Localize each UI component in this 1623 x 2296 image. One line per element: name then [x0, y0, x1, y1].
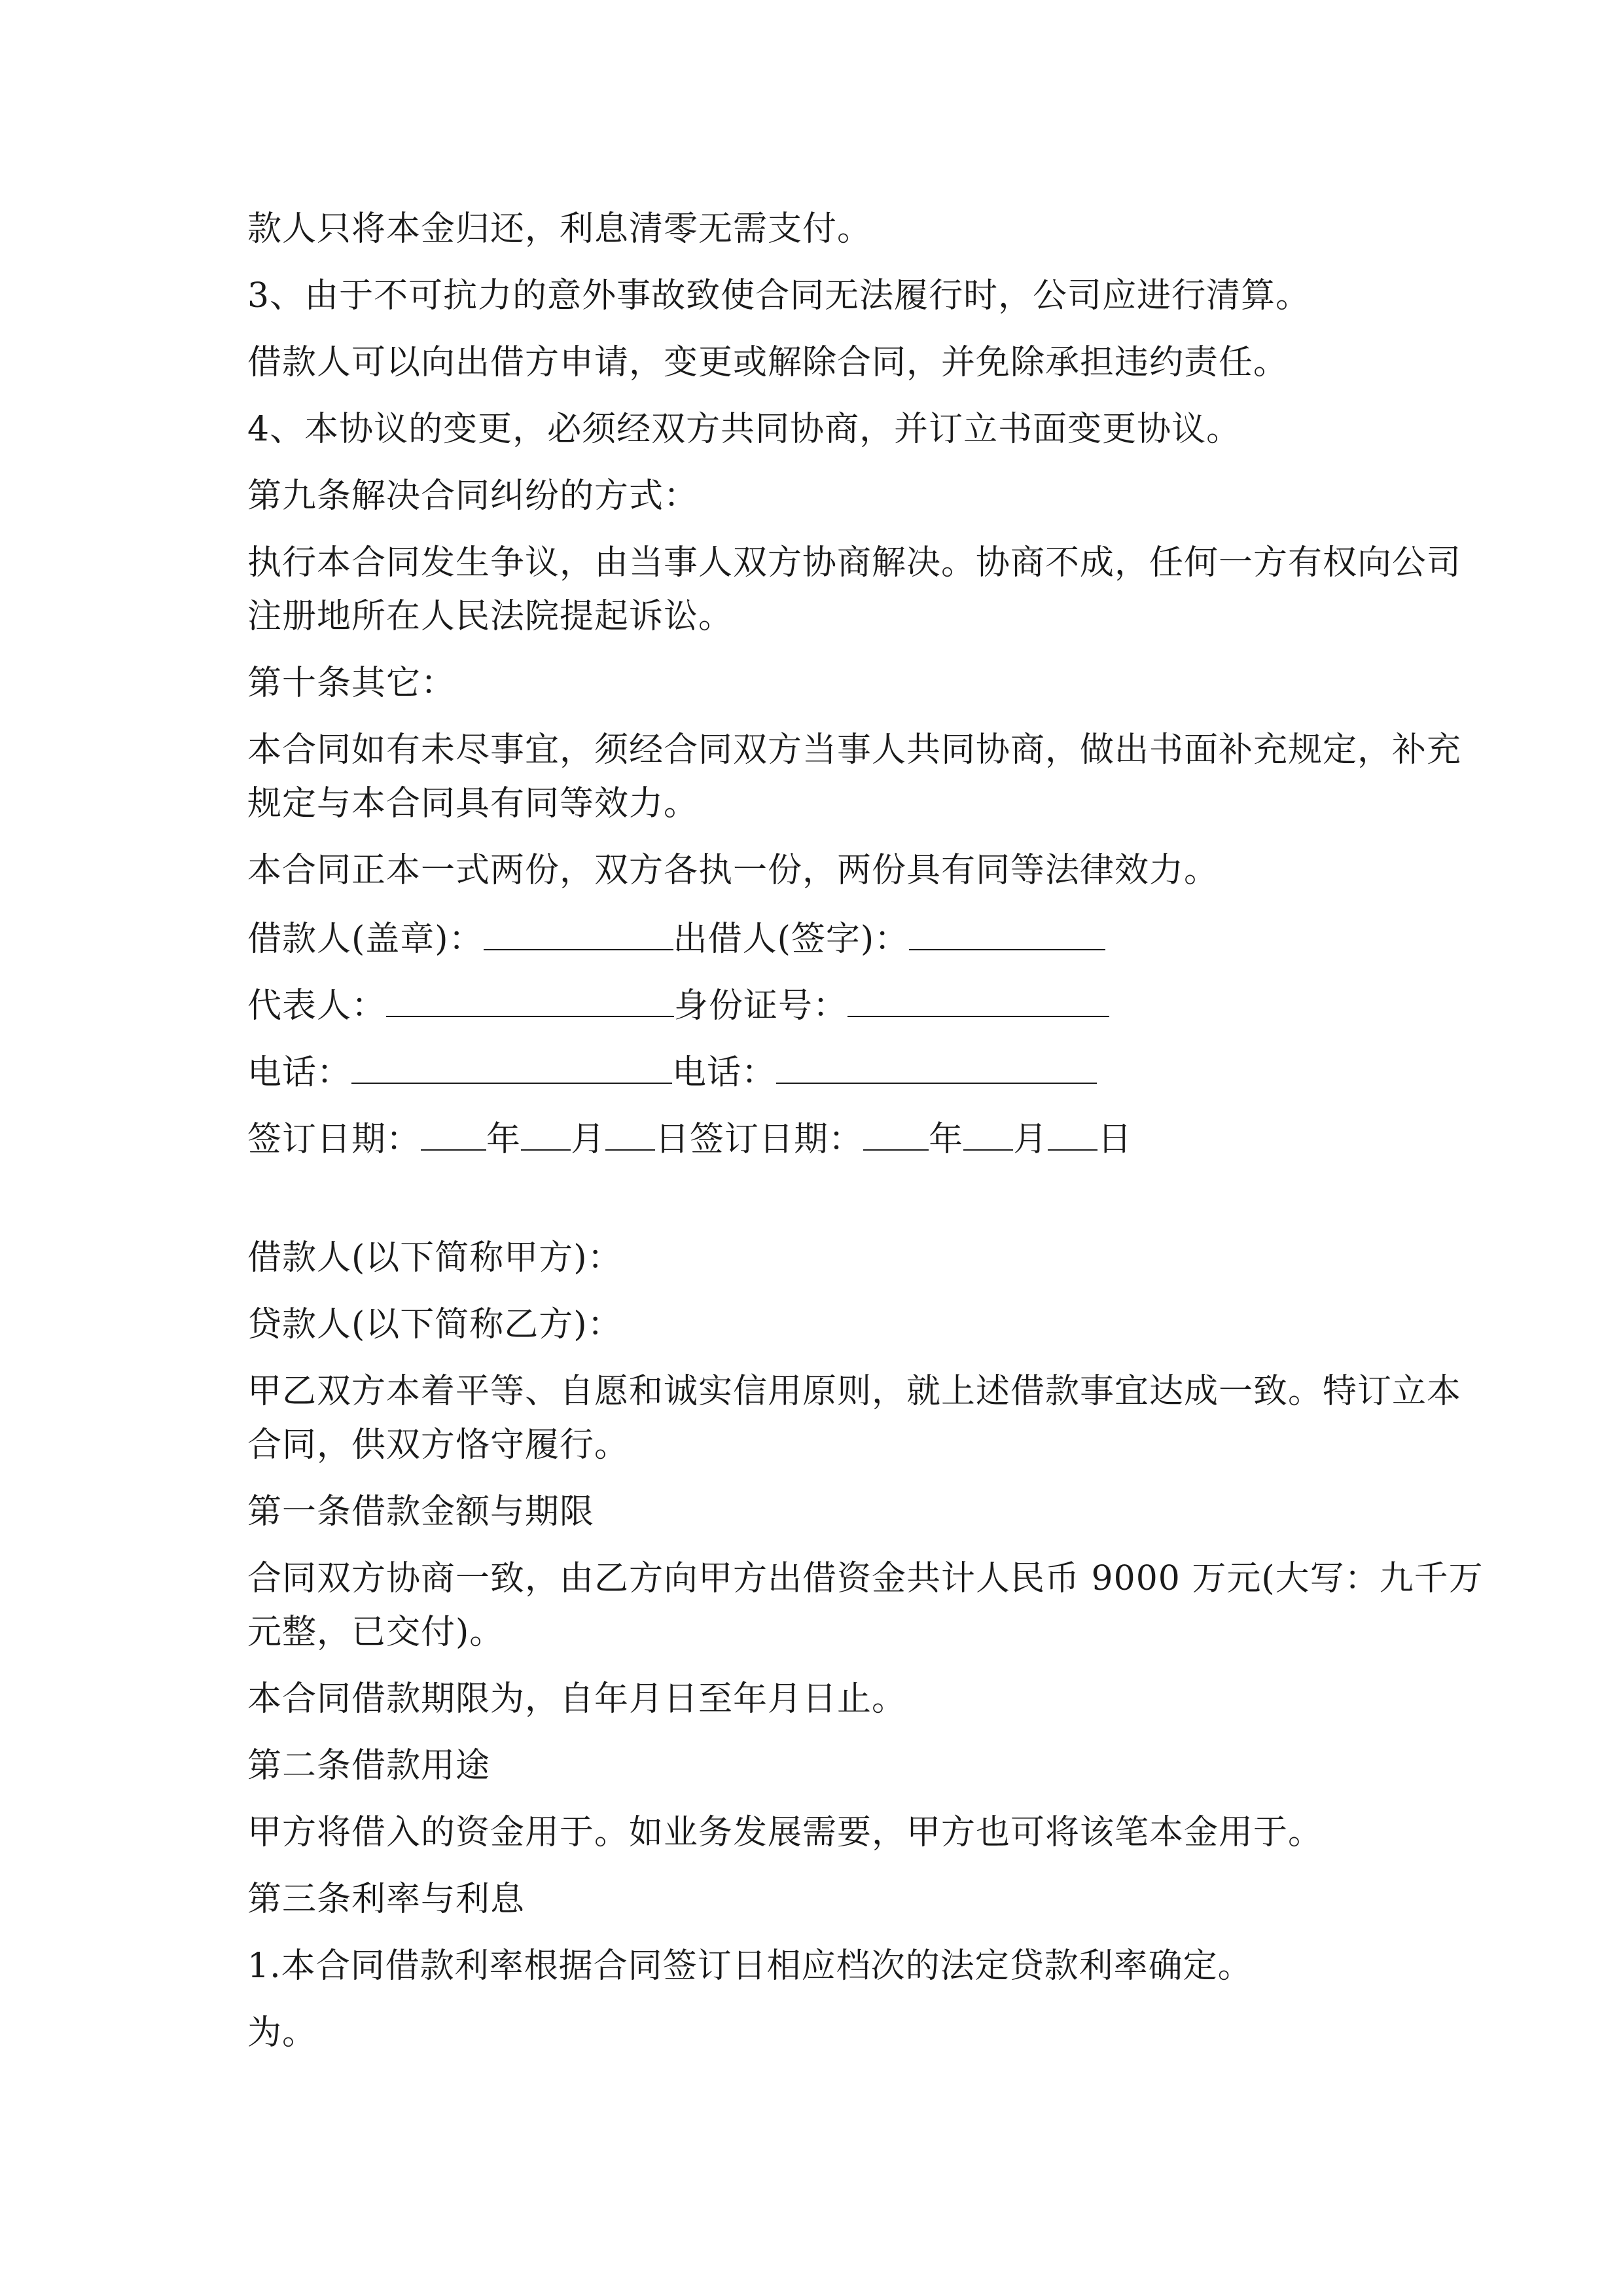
month-blank-1[interactable] [521, 1117, 571, 1151]
paragraph-line: 3、由于不可抗力的意外事故致使合同无法履行时，公司应进行清算。 [247, 276, 1311, 315]
article-heading: 第十条其它： [247, 664, 456, 703]
signature-row-3 [247, 1050, 1097, 1094]
year-label: 年 [486, 1120, 522, 1159]
day-blank-1[interactable] [605, 1117, 655, 1151]
article-heading: 第三条利率与利息 [247, 1880, 526, 1919]
year-blank-2[interactable] [863, 1117, 929, 1151]
paragraph-line: 4、本协议的变更，必须经双方共同协商，并订立书面变更协议。 [247, 410, 1241, 449]
phone-blank-2[interactable] [776, 1050, 1097, 1084]
phone-label-1: 电话： [247, 1053, 352, 1092]
year-blank-1[interactable] [421, 1117, 486, 1151]
signature-row-2 [247, 983, 1109, 1027]
lender-sign-label: 出借人(签字)： [673, 920, 910, 959]
paragraph-line: 款人只将本金归还，利息清零无需支付。 [247, 209, 872, 249]
sign-date-label-1: 签订日期： [247, 1120, 421, 1159]
party-b-line: 贷款人(以下简称乙方)： [247, 1305, 622, 1344]
party-a-line: 借款人(以下简称甲方)： [247, 1238, 622, 1278]
article-heading: 第二条借款用途 [247, 1746, 491, 1785]
lender-sign-blank[interactable] [909, 916, 1105, 950]
year-label: 年 [929, 1120, 964, 1159]
paragraph-line: 规定与本合同具有同等效力。 [247, 784, 699, 823]
signature-row-4 [247, 1117, 1132, 1160]
paragraph-line: 合同双方协商一致，由乙方向甲方出借资金共计人民币 9000 万元(大写：九千万 [247, 1559, 1484, 1598]
paragraph-line: 本合同正本一式两份，双方各执一份，两份具有同等法律效力。 [247, 851, 1219, 890]
month-blank-2[interactable] [963, 1117, 1013, 1151]
sign-date-label-2: 日签订日期： [655, 1120, 864, 1159]
phone-label-2: 电话： [672, 1053, 777, 1092]
paragraph-line: 注册地所在人民法院提起诉讼。 [247, 597, 734, 636]
paragraph-line: 1.本合同借款利率根据合同签订日相应档次的法定贷款利率确定。 [247, 1946, 1253, 1986]
phone-blank-1[interactable] [351, 1050, 672, 1084]
paragraph-line: 甲方将借入的资金用于。如业务发展需要，甲方也可将该笔本金用于。 [247, 1813, 1323, 1852]
day-blank-2[interactable] [1048, 1117, 1097, 1151]
paragraph-line: 执行本合同发生争议，由当事人双方协商解决。协商不成，任何一方有权向公司 [247, 543, 1462, 583]
id-number-label: 身份证号： [674, 986, 848, 1026]
paragraph-line: 合同，供双方恪守履行。 [247, 1426, 630, 1465]
paragraph-line: 元整，已交付)。 [247, 1613, 505, 1652]
representative-label: 代表人： [247, 986, 387, 1026]
id-number-blank[interactable] [847, 983, 1109, 1017]
representative-blank[interactable] [386, 983, 674, 1017]
paragraph-line: 借款人可以向出借方申请，变更或解除合同，并免除承担违约责任。 [247, 343, 1289, 382]
paragraph-line: 本合同如有未尽事宜，须经合同双方当事人共同协商，做出书面补充规定，补充 [247, 730, 1462, 770]
paragraph-line: 本合同借款期限为，自年月日至年月日止。 [247, 1679, 907, 1719]
borrower-seal-blank[interactable] [484, 916, 673, 950]
paragraph-line: 甲乙双方本着平等、自愿和诚实信用原则，就上述借款事宜达成一致。特订立本 [247, 1372, 1462, 1411]
signature-row-1 [247, 916, 1105, 960]
paragraph-line: 为。 [247, 2013, 317, 2053]
month-label: 月 [1013, 1120, 1048, 1159]
month-label: 月 [571, 1120, 606, 1159]
day-label: 日 [1097, 1120, 1133, 1159]
borrower-seal-label: 借款人(盖章)： [247, 920, 484, 959]
article-heading: 第九条解决合同纠纷的方式： [247, 476, 699, 516]
article-heading: 第一条借款金额与期限 [247, 1492, 595, 1532]
